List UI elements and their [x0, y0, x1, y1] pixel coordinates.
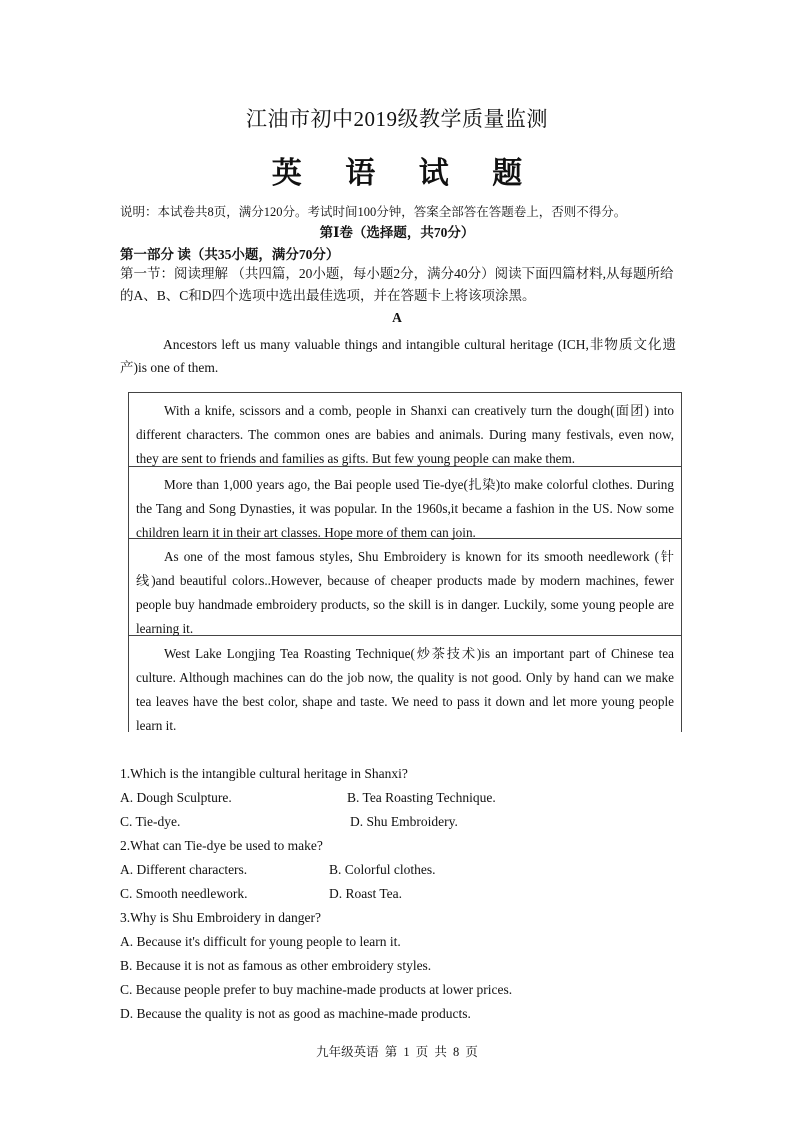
page-footer: 九年级英语 第 1 页 共 8 页	[316, 1045, 478, 1059]
option-c: C. Because people prefer to buy machine-made products at lower prices.	[120, 982, 513, 997]
volume-heading: 第Ⅰ卷（选择题，共70分）	[319, 225, 475, 240]
option-d: D. Roast Tea.	[329, 886, 403, 901]
question-stem: 1.Which is the intangible cultural heritage in Shanxi?	[120, 766, 408, 781]
passage-intro: Ancestors left us many valuable things and intangible cultural heritage (ICH,非物质文化遗产)is one of them.	[120, 337, 676, 375]
option-a: A. Dough Sculpture.	[120, 790, 232, 805]
option-b: B. Because it is not as famous as other embroidery styles.	[120, 958, 432, 973]
option-d: D. Shu Embroidery.	[350, 814, 458, 829]
question-stem: 3.Why is Shu Embroidery in danger?	[120, 910, 321, 925]
option-a: A. Different characters.	[120, 862, 248, 877]
passage-box-tea: West Lake Longjing Tea Roasting Technique(炒茶技术)is an important part of Chinese tea culture. Although machines can do the job now, the quality is not good. Only by hand can we make tea leaves have the best color, shape and taste. We need to pass it down and let more young people learn it.	[128, 635, 682, 732]
passage-box-dough: With a knife, scissors and a comb, people in Shanxi can creatively turn the dough(面团) into different characters. The common ones are babies and animals. During many festivals, even now, they are sent to friends and families as gifts. But few young people can make them.	[128, 392, 682, 466]
option-row	[120, 882, 720, 906]
exam-title: 江油市初中2019级教学质量监测	[246, 107, 548, 131]
option-c: C. Smooth needlework.	[120, 886, 248, 901]
question-stem: 2.What can Tie-dye be used to make?	[120, 838, 323, 853]
option-row	[120, 786, 720, 810]
passage-box-tie-dye: More than 1,000 years ago, the Bai people used Tie-dye(扎染)to make colorful clothes. During the Tang and Song Dynasties, it was popular. In the 1960s,it became a fashion in the US. Now some children learn it in their art classes. Hope more of them can join.	[128, 466, 682, 538]
passage-label: A	[392, 310, 402, 325]
option-row	[120, 810, 720, 834]
question-list	[120, 762, 720, 1026]
section-instructions: 第一节：阅读理解 （共四篇，20小题，每小题2分，满分40分）阅读下面四篇材料,从每题所给的A、B、C和D四个选项中选出最佳选项，并在答题卡上将该项涂黑。	[120, 266, 674, 303]
passage-boxes	[128, 392, 682, 732]
exam-subject-title: 英 语 试 题	[271, 157, 541, 190]
option-a: A. Because it's difficult for young people to learn it.	[120, 934, 401, 949]
option-c: C. Tie-dye.	[120, 814, 181, 829]
passage-box-embroidery: As one of the most famous styles, Shu Embroidery is known for its smooth needlework (针线)and beautiful colors..However, because of cheaper products made by modern machines, fewer people buy handmade embroidery products, so the skill is in danger. Luckily, some young people are learning it.	[128, 538, 682, 635]
option-b: B. Colorful clothes.	[329, 862, 436, 877]
option-b: B. Tea Roasting Technique.	[347, 790, 496, 805]
part-heading: 第一部分 读（共35小题，满分70分）	[120, 247, 340, 262]
exam-instructions: 说明：本试卷共8页，满分120分。考试时间100分钟，答案全部答在答题卷上，否则不得分。	[120, 205, 627, 219]
option-d: D. Because the quality is not as good as machine-made products.	[120, 1006, 471, 1021]
option-row	[120, 858, 720, 882]
